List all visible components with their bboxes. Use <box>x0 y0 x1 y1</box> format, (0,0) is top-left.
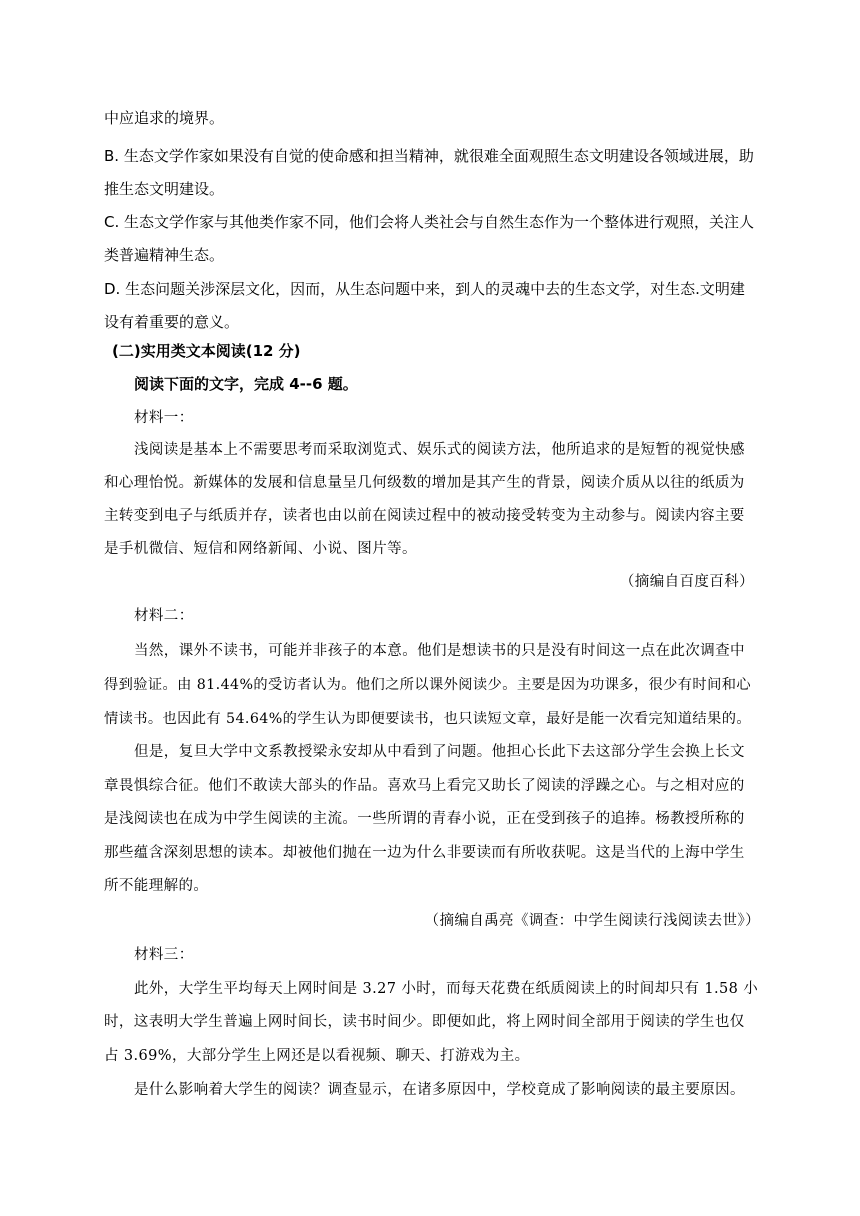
material-1-source: （摘编自百度百科） <box>619 574 754 590</box>
reading-instruction: 阅读下面的文字，完成 4--6 题。 <box>134 375 358 393</box>
material-3-label: 材料三： <box>134 947 194 963</box>
material-2-line: 得到验证。由 81.44%的受访者认为。他们之所以课外阅读少。主要是因为功课多，很少有时间和心 <box>104 677 751 693</box>
option-d-line-1: D. 生态问题关涉深层文化，因而，从生态问题中来，到人的灵魂中去的生态文学，对生态.文明建 <box>104 280 745 298</box>
material-2-label: 材料二： <box>134 608 194 624</box>
material-1-line: 是手机微信、短信和网络新闻、小说、图片等。 <box>104 541 417 557</box>
option-a-tail: 中应追求的境界。 <box>104 109 225 127</box>
option-b-line-1: B. 生态文学作家如果没有自觉的使命感和担当精神，就很难全面观照生态文明建设各领域进展，助 <box>104 147 754 165</box>
material-2-line: 当然，课外不读书，可能并非孩子的本意。他们是想读书的只是没有时间这一点在此次调查中 <box>134 643 745 659</box>
option-b-line-2: 推生态文明建设。 <box>104 180 225 198</box>
option-c-line-2: 类普遍精神生态。 <box>104 246 225 264</box>
material-2-line: 情读书。也因此有 54.64%的学生认为即便要读书，也只读短文章，最好是能一次看完知道结果的。 <box>104 711 751 727</box>
material-2-line: 那些蕴含深刻思想的读本。却被他们抛在一边为什么非要读而有所收获呢。这是当代的上海中学生 <box>104 845 745 861</box>
section-heading: (二)实用类文本阅读(12 分) <box>112 342 301 360</box>
material-3-line: 此外，大学生平均每天上网时间是 3.27 小时，而每天花费在纸质阅读上的时间却只有 1.58 小 <box>134 981 759 997</box>
material-3-line: 占 3.69%，大部分学生上网还是以看视频、聊天、打游戏为主。 <box>104 1048 530 1064</box>
material-1-line: 浅阅读是基本上不需要思考而采取浏览式、娱乐式的阅读方法，他所追求的是短暂的视觉快感 <box>134 442 745 458</box>
option-d-line-2: 设有着重要的意义。 <box>104 313 240 331</box>
material-1-line: 和心理怡悦。新媒体的发展和信息量呈几何级数的增加是其产生的背景，阅读介质从以往的纸质为 <box>104 475 745 491</box>
material-2-line: 但是，复旦大学中文系教授梁永安却从中看到了问题。他担心长此下去这部分学生会换上长文 <box>134 744 745 760</box>
material-1-label: 材料一： <box>134 410 194 426</box>
material-2-source: （摘编自禹亮《调查：中学生阅读行浅阅读去世》） <box>424 913 760 929</box>
material-3-line: 是什么影响着大学生的阅读？调查显示，在诸多原因中，学校竟成了影响阅读的最主要原因。 <box>134 1082 745 1098</box>
material-3-line: 时，这表明大学生普遍上网时间长，读书时间少。即便如此，将上网时间全部用于阅读的学生也仅 <box>104 1014 745 1030</box>
material-2-line: 所不能理解的。 <box>104 878 209 894</box>
material-1-line: 主转变到电子与纸质并存，读者也由以前在阅读过程中的被动接受转变为主动参与。阅读内容主要 <box>104 508 745 524</box>
material-2-line: 是浅阅读也在成为中学生阅读的主流。一些所谓的青春小说，正在受到孩子的追捧。杨教授所称的 <box>104 811 745 827</box>
option-c-line-1: C. 生态文学作家与其他类作家不同，他们会将人类社会与自然生态作为一个整体进行观照，关注人 <box>104 213 755 231</box>
material-2-line: 章畏惧综合征。他们不敢读大部头的作品。喜欢马上看完又助长了阅读的浮躁之心。与之相对应的 <box>104 778 745 794</box>
